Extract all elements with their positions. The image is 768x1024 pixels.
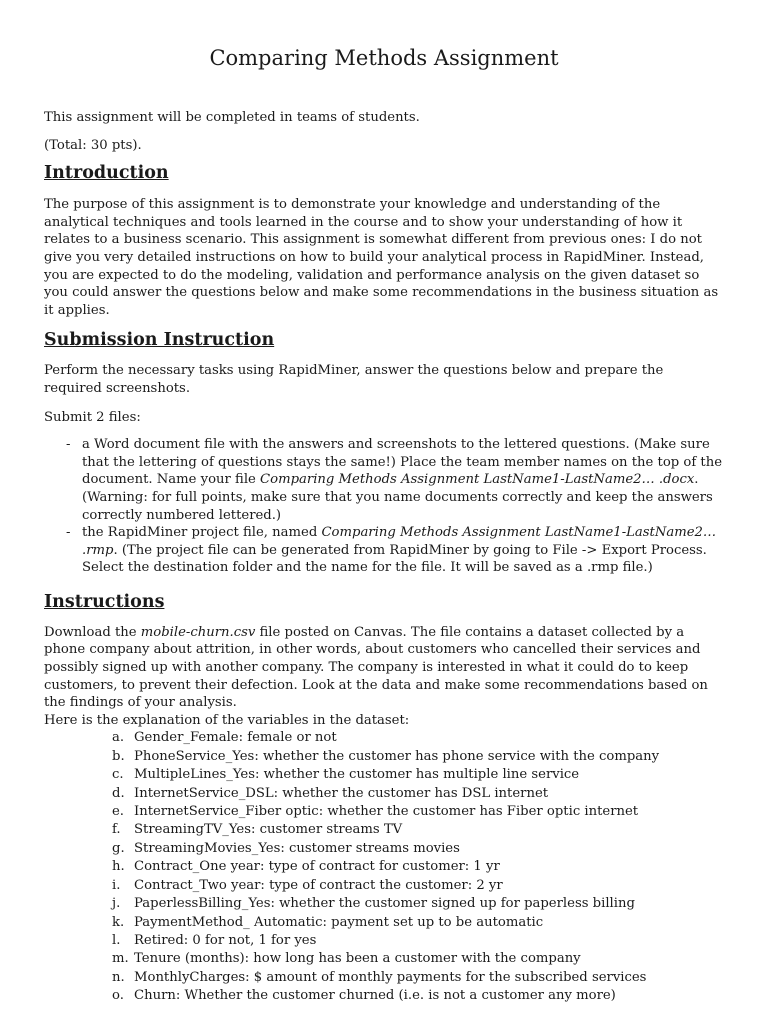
variable-letter: c. (112, 767, 124, 783)
variable-item (44, 785, 724, 803)
variable-text: Tenure (months): how long has been a customer with the company (134, 951, 581, 967)
variable-item (44, 932, 724, 950)
variable-text: MonthlyCharges: $ amount of monthly payments for the subscribed services (134, 969, 647, 985)
variable-letter: h. (112, 859, 125, 875)
variable-letter: k. (112, 914, 125, 930)
variable-text: Gender_Female: female or not (134, 730, 337, 746)
variable-text: PhoneService_Yes: whether the customer has phone service with the company (134, 748, 660, 764)
submission-item-rmp-note: . (The project file can be generated from RapidMiner by going to File -> Export Process. Select the destination folder and the name for the file. It will be saved as a .rmp file.) (82, 542, 707, 576)
variable-item (44, 766, 724, 784)
instructions-heading: Instructions (44, 591, 165, 612)
csv-filename: mobile-churn.csv (140, 624, 256, 640)
variables-list (44, 729, 724, 1005)
docx-filename: Comparing Methods Assignment LastName1-LastName2… .docx (260, 472, 695, 488)
introduction-body: The purpose of this assignment is to demonstrate your knowledge and understanding of the analytical techniques and tools learned in the course and to show your understanding of how it relates to a business scenario. This assignment is somewhat different from previous ones: I do not give you very detailed instructions on how to build your analytical process in RapidMiner. Instead, you are expected to do the modeling, validation and performance analysis on the given dataset so you could answer the questions below and make some recommendations in the business situation as it applies. (44, 197, 719, 318)
variable-item (44, 821, 724, 839)
submission-item-word (44, 436, 724, 524)
variable-letter: b. (112, 748, 125, 764)
variable-text: Retired: 0 for not, 1 for yes (134, 932, 317, 948)
variable-letter: l. (112, 932, 121, 948)
variable-letter: g. (112, 840, 125, 856)
variable-letter: n. (112, 969, 125, 985)
variable-item (44, 895, 724, 913)
variables-explanation: Here is the explanation of the variables in the dataset: (44, 712, 410, 728)
variable-letter: i. (112, 877, 121, 893)
introduction-heading: Introduction (44, 163, 169, 184)
submission-item-rmp (44, 524, 724, 577)
variable-letter: a. (112, 730, 125, 746)
variable-letter: j. (112, 896, 121, 912)
variable-item (44, 840, 724, 858)
variable-letter: o. (112, 988, 124, 1004)
variable-item (44, 877, 724, 895)
rmp-filename: Comparing Methods Assignment LastName1-LastName2… .rmp (82, 525, 717, 558)
variable-text: MultipleLines_Yes: whether the customer has multiple line service (134, 767, 580, 783)
variable-letter: d. (112, 785, 125, 801)
submission-file-list (44, 436, 724, 577)
submission-heading: Submission Instruction (44, 330, 275, 351)
submission-item-word-warning: . (Warning: for full points, make sure that you name documents correctly and keep the answers correctly numbered lettered.) (82, 472, 713, 523)
variable-item (44, 858, 724, 876)
instructions-download-text (44, 624, 724, 712)
variable-item (44, 803, 724, 821)
variable-item (44, 950, 724, 968)
variable-text: PaymentMethod_ Automatic: payment set up to be automatic (134, 914, 544, 930)
variable-letter: m. (112, 951, 129, 967)
variable-text: Contract_One year: type of contract for customer: 1 yr (134, 859, 500, 875)
submission-item-word-text: a Word document file with the answers and screenshots to the lettered questions. (Make sure that the lettering of questions stays the same!) Place the team member names on the top of the document. Name your file (82, 437, 723, 488)
variable-text: StreamingMovies_Yes: customer streams movies (134, 840, 460, 856)
variable-letter: f. (112, 822, 121, 838)
download-text-rest: file posted on Canvas. The file contains a dataset collected by a phone company about attrition, in other words, about customers who cancelled their services and possibly signed up with another company. The company is interested in what it could do to keep customers, to prevent their defection. Look at the data and make some recommendations based on the findings of your analysis. (44, 624, 708, 711)
variable-item (44, 987, 724, 1005)
variable-text: StreamingTV_Yes: customer streams TV (134, 822, 403, 838)
variable-text: InternetService_Fiber optic: whether the customer has Fiber optic internet (134, 804, 639, 820)
variable-item (44, 914, 724, 932)
total-points: (Total: 30 pts). (44, 137, 142, 153)
variable-item (44, 729, 724, 747)
variable-letter: e. (112, 804, 124, 820)
variable-item (44, 748, 724, 766)
dash-bullet: - (66, 525, 71, 541)
teams-note: This assignment will be completed in teams of students. (44, 110, 420, 125)
variable-text: InternetService_DSL: whether the customer has DSL internet (134, 785, 549, 801)
submission-perform-text: Perform the necessary tasks using RapidMiner, answer the questions below and prepare the required screenshots. (44, 363, 664, 396)
download-text-start: Download the (44, 624, 141, 640)
document-title: Comparing Methods Assignment (209, 46, 559, 70)
variable-text: Churn: Whether the customer churned (i.e. is not a customer any more) (134, 988, 616, 1004)
submission-item-rmp-text: the RapidMiner project file, named (82, 525, 322, 541)
submission-submit-text: Submit 2 files: (44, 409, 141, 425)
variable-item (44, 969, 724, 987)
variable-text: Contract_Two year: type of contract the customer: 2 yr (134, 877, 503, 893)
dash-bullet: - (66, 437, 71, 453)
variable-text: PaperlessBilling_Yes: whether the customer signed up for paperless billing (134, 896, 635, 912)
